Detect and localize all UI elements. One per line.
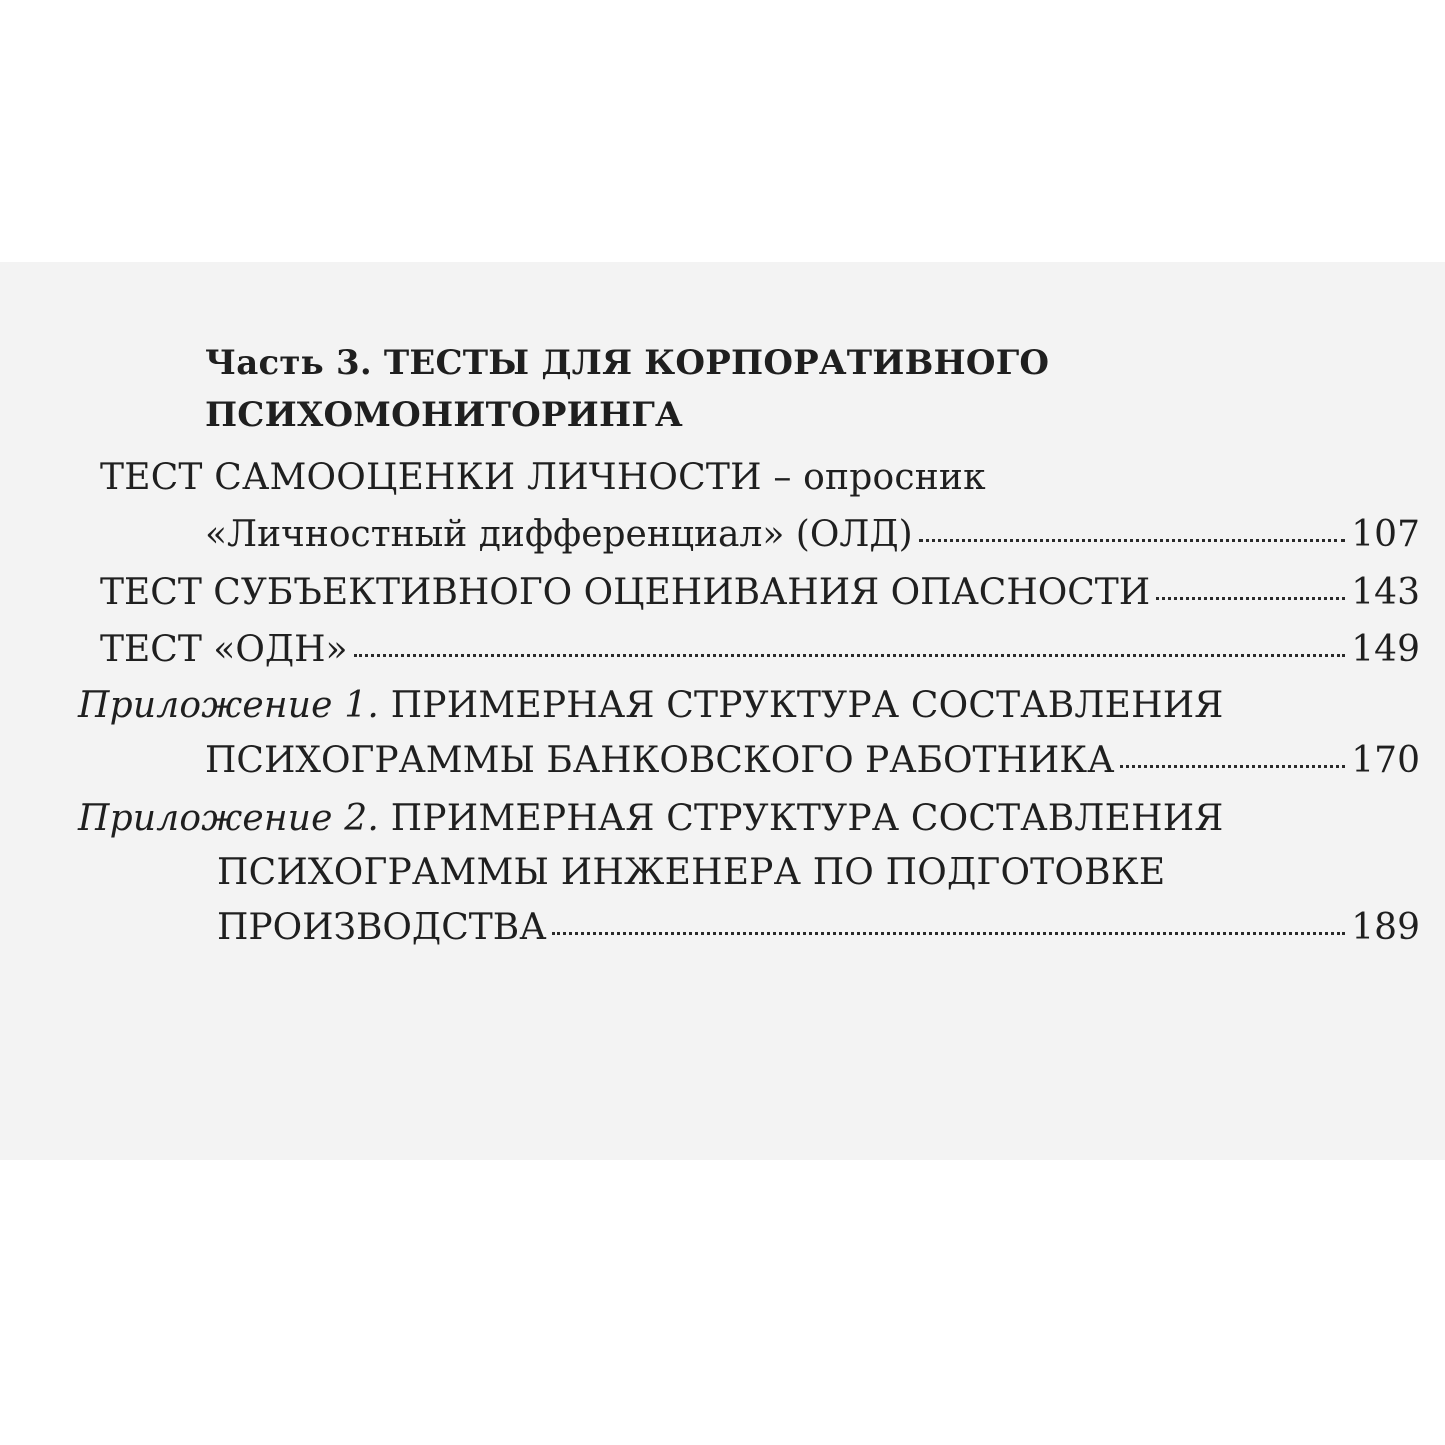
part-heading-line1 <box>205 343 1050 383</box>
part-heading-line2 <box>205 395 683 435</box>
toc-entry-4-line2 <box>205 740 1420 781</box>
toc-entry-4-line1 <box>78 685 1224 726</box>
toc-entry-1-subtitle: «Личностный дифференциал» (ОЛД) <box>205 514 913 555</box>
part-prefix: Часть 3. <box>205 343 372 383</box>
toc-entry-4-text: ПРИМЕРНАЯ СТРУКТУРА СОСТАВЛЕНИЯ <box>390 685 1224 726</box>
toc-entry-1-text: ТЕСТ САМООЦЕНКИ ЛИЧНОСТИ – опросник <box>100 457 986 498</box>
toc-entry-5-subtitle: ПСИХОГРАММЫ ИНЖЕНЕРА ПО ПОДГОТОВКЕ <box>217 852 1166 893</box>
part-title-line1: ТЕСТЫ ДЛЯ КОРПОРАТИВНОГО <box>383 343 1050 383</box>
toc-entry-5-label: Приложение 2. <box>78 798 380 839</box>
toc-entry-3 <box>100 629 1420 670</box>
toc-entry-4-page: 170 <box>1351 740 1420 781</box>
toc-entry-2 <box>100 572 1420 613</box>
toc-entry-3-text: ТЕСТ «ОДН» <box>100 629 348 670</box>
toc-entry-5-line2 <box>217 852 1166 893</box>
toc-entry-3-page: 149 <box>1351 629 1420 670</box>
toc-entry-5-line1 <box>78 798 1224 839</box>
toc-entry-5-text: ПРИМЕРНАЯ СТРУКТУРА СОСТАВЛЕНИЯ <box>390 798 1224 839</box>
toc-entry-1-page: 107 <box>1351 514 1420 555</box>
toc-entry-2-page: 143 <box>1351 572 1420 613</box>
leader-dots <box>1156 597 1345 600</box>
toc-entry-4-label: Приложение 1. <box>78 685 380 726</box>
toc-entry-4-subtitle: ПСИХОГРАММЫ БАНКОВСКОГО РАБОТНИКА <box>205 740 1115 781</box>
leader-dots <box>354 654 1346 657</box>
toc-entry-5-subtitle-2: ПРОИЗВОДСТВА <box>217 907 547 948</box>
toc-entry-1-line2 <box>205 514 1420 555</box>
toc-entry-2-text: ТЕСТ СУБЪЕКТИВНОГО ОЦЕНИВАНИЯ ОПАСНОСТИ <box>100 572 1151 613</box>
toc-entry-1-line1 <box>100 457 986 498</box>
toc-entry-5-page: 189 <box>1351 907 1420 948</box>
leader-dots <box>919 539 1346 542</box>
toc-entry-5-line3 <box>217 907 1420 948</box>
leader-dots <box>1120 765 1345 768</box>
part-title-line2: ПСИХОМОНИТОРИНГА <box>205 395 683 435</box>
leader-dots <box>552 932 1345 935</box>
